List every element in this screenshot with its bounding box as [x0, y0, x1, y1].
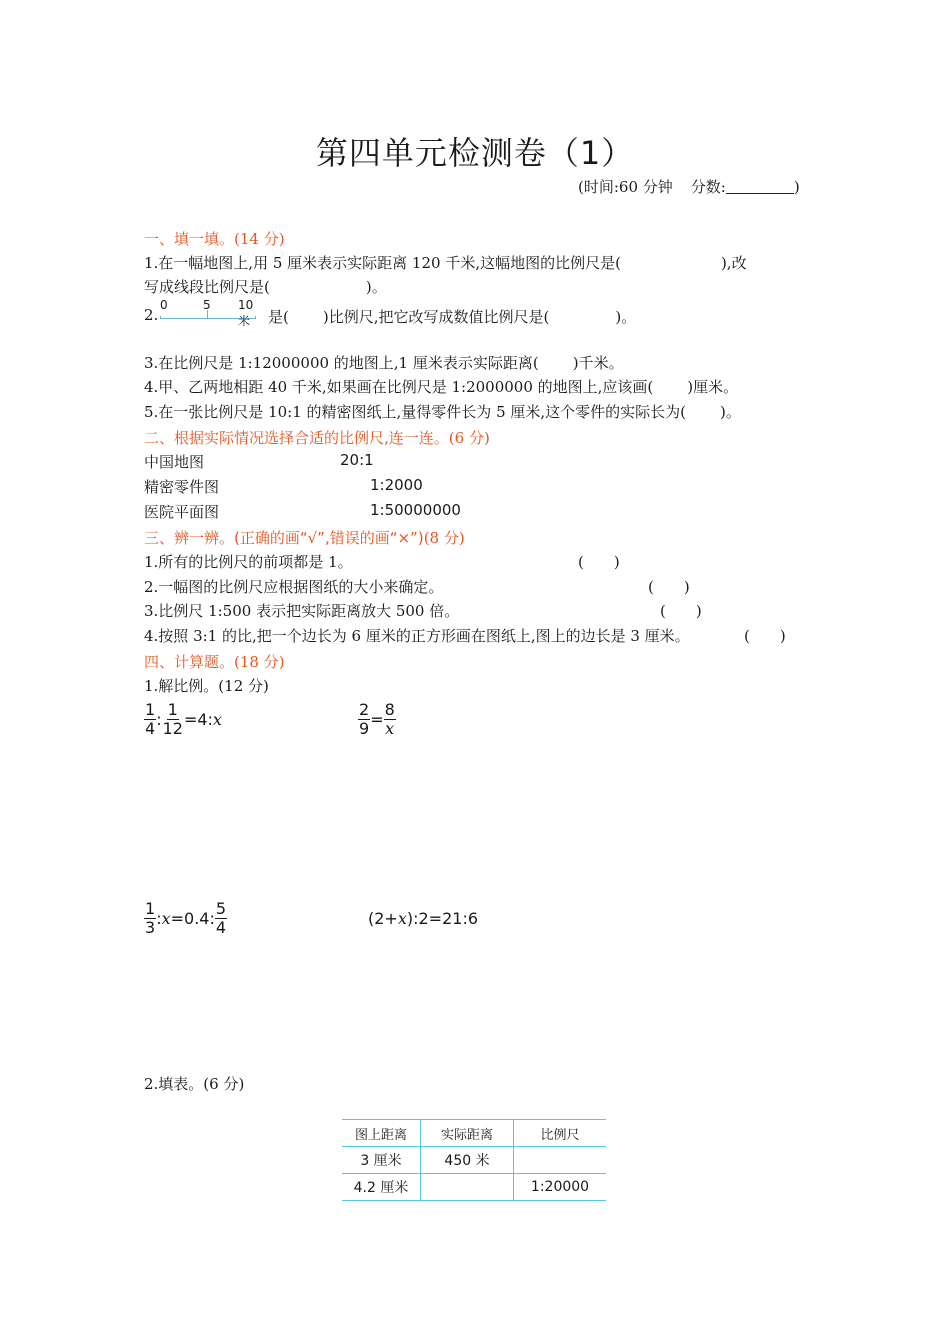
judge-answer-3[interactable]: ( )	[660, 602, 702, 620]
fraction: $\frac{1}{3}$	[145, 899, 156, 937]
section-4-title: 四、计算题。	[144, 653, 235, 671]
match-left-1[interactable]: 中国地图	[144, 453, 205, 471]
section-3-title: 三、辨一辨。(正确的画“√”,错误的画“×”)	[144, 529, 424, 547]
table-cell: 1:20000	[514, 1174, 607, 1201]
match-right-2[interactable]: 1:2000	[370, 476, 423, 494]
equation-4: (2+ x ):2=21:6	[368, 909, 479, 928]
table-row	[342, 1147, 606, 1174]
question-1-3: 3.在比例尺是 1:12000000 的地图上,1 厘米表示实际距离( )千米。	[144, 354, 624, 372]
match-right-3[interactable]: 1:50000000	[370, 501, 461, 519]
equation-3: $\frac{1}{3}$ : x =0.4: $\frac{5}{4}$	[145, 899, 227, 937]
question-4-1: 1.解比例。(12 分)	[144, 677, 269, 695]
equation-2: $\frac{2}{9}$ = $\frac{8}{x}$	[359, 700, 395, 738]
question-1-2-prefix: 2.	[144, 306, 159, 324]
match-left-2[interactable]: 精密零件图	[144, 478, 220, 496]
table-cell: 450 米	[421, 1147, 514, 1174]
judge-item-3: 3.比例尺 1:500 表示把实际距离放大 500 倍。	[144, 602, 460, 620]
section-2-points: (6 分)	[448, 429, 490, 447]
table-cell-blank[interactable]	[514, 1147, 607, 1174]
line-scale-figure	[160, 298, 256, 328]
question-1-1-line1: 1.在一幅地图上,用 5 厘米表示实际距离 120 千米,这幅地图的比例尺是( ),改	[144, 254, 747, 272]
fraction: $\frac{1}{12}$	[162, 700, 183, 738]
question-1-4: 4.甲、乙两地相距 40 千米,如果画在比例尺是 1:2000000 的地图上,应该画( )厘米。	[144, 378, 739, 396]
scale-label-10: 10米	[238, 298, 254, 328]
page-title: 第四单元检测卷（1）	[315, 134, 635, 172]
fraction: $\frac{2}{9}$	[359, 700, 370, 738]
match-left-3[interactable]: 医院平面图	[144, 503, 220, 521]
judge-item-2: 2.一幅图的比例尺应根据图纸的大小来确定。	[144, 578, 444, 596]
table-header-row	[342, 1120, 606, 1147]
fraction: $\frac{5}{4}$	[215, 899, 227, 937]
section-2-heading	[144, 427, 490, 448]
question-1-1-line2: 写成线段比例尺是( )。	[144, 278, 387, 296]
table-cell: 3 厘米	[342, 1147, 421, 1174]
fill-in-table	[342, 1119, 606, 1201]
time-label: (时间:60 分钟	[578, 178, 673, 196]
section-2-title: 二、根据实际情况选择合适的比例尺,连一连。	[144, 429, 449, 447]
scale-label-5: 5	[203, 298, 211, 312]
judge-item-4: 4.按照 3:1 的比,把一个边长为 6 厘米的正方形画在图纸上,图上的边长是 3 厘米。	[144, 627, 690, 645]
scale-label-0: 0	[160, 298, 168, 312]
match-right-1[interactable]: 20:1	[340, 451, 374, 469]
table-header: 比例尺	[514, 1120, 607, 1147]
table-header: 实际距离	[421, 1120, 514, 1147]
score-label: 分数:	[690, 178, 726, 196]
judge-answer-4[interactable]: ( )	[744, 627, 786, 645]
table-row	[342, 1174, 606, 1201]
table-header: 图上距离	[342, 1120, 421, 1147]
judge-item-1: 1.所有的比例尺的前项都是 1。	[144, 553, 353, 571]
table-cell-blank[interactable]	[421, 1174, 514, 1201]
table-cell: 4.2 厘米	[342, 1174, 421, 1201]
question-1-2-text: 是( )比例尺,把它改写成数值比例尺是( )。	[268, 308, 637, 326]
equation-1: $\frac{1}{4}$ : $\frac{1}{12}$ =4: x	[145, 700, 222, 738]
fraction: $\frac{8}{x}$	[384, 700, 395, 738]
section-3-heading	[144, 527, 465, 548]
judge-answer-2[interactable]: ( )	[648, 578, 690, 596]
score-blank[interactable]	[726, 179, 794, 194]
question-4-2: 2.填表。(6 分)	[144, 1075, 245, 1093]
meta-close: )	[793, 178, 800, 196]
section-1-heading	[144, 228, 285, 249]
section-4-heading	[144, 651, 285, 672]
question-1-5: 5.在一张比例尺是 10:1 的精密图纸上,量得零件长为 5 厘米,这个零件的实际长为( )。	[144, 403, 741, 421]
section-1-title: 一、填一填。	[144, 230, 235, 248]
section-3-points: (8 分)	[423, 529, 465, 547]
judge-answer-1[interactable]: ( )	[578, 553, 620, 571]
section-1-points: (14 分)	[234, 230, 285, 248]
exam-meta	[578, 176, 800, 197]
fraction: $\frac{1}{4}$	[145, 700, 156, 738]
section-4-points: (18 分)	[234, 653, 285, 671]
